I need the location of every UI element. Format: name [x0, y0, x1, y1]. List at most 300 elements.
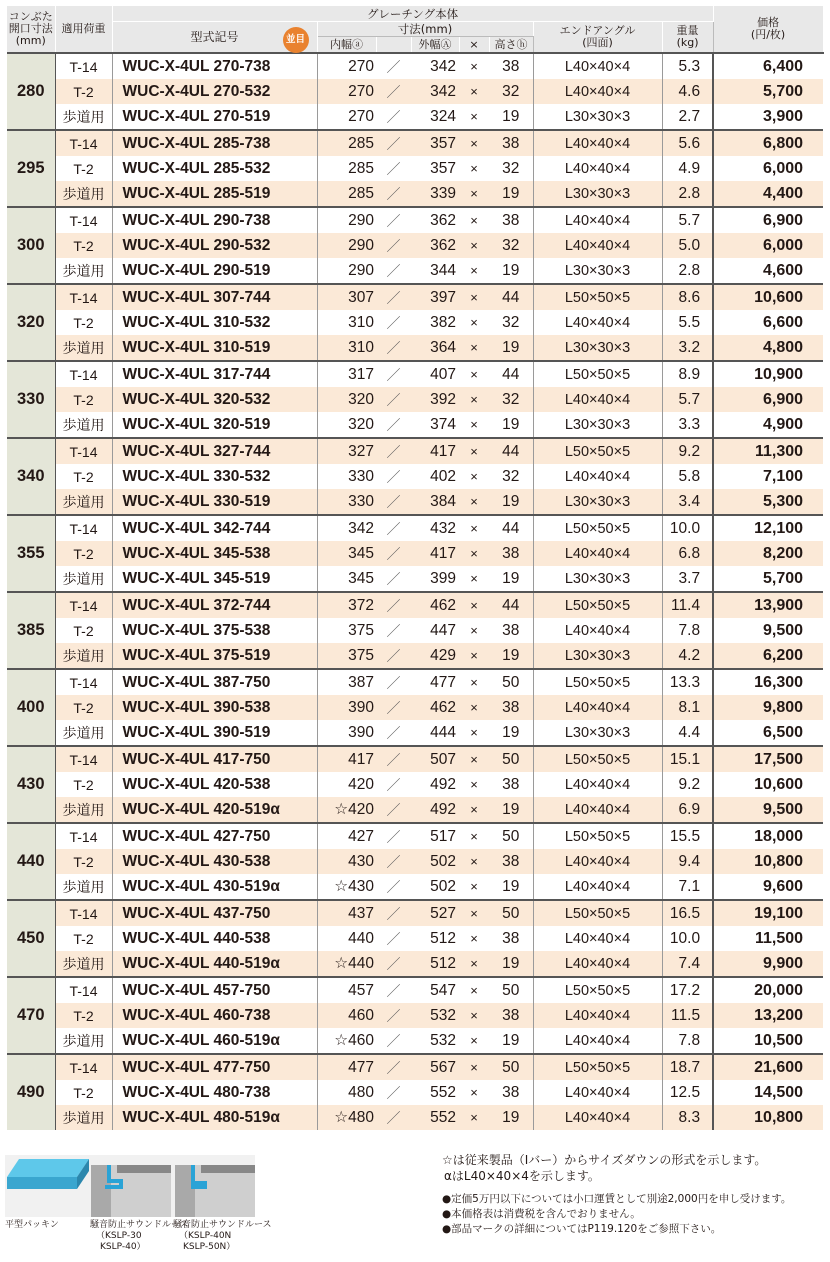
price-cell: 18,000	[713, 823, 823, 849]
separator-cell: ／	[376, 489, 411, 515]
model-cell: WUC-X-4UL 307-744	[112, 284, 317, 310]
separator-cell: ／	[376, 746, 411, 772]
outer-width-cell: 357	[411, 130, 459, 156]
height-cell: 38	[489, 130, 533, 156]
outer-width-cell: 502	[411, 849, 459, 874]
price-cell: 20,000	[713, 977, 823, 1003]
model-cell: WUC-X-4UL 285-532	[112, 156, 317, 181]
separator-cell: ／	[376, 977, 411, 1003]
load-cell: T-2	[55, 695, 112, 720]
height-cell: 19	[489, 1028, 533, 1054]
table-row	[7, 541, 823, 566]
product-images-panel	[5, 1155, 255, 1217]
packing-illustrations	[5, 1155, 255, 1217]
load-cell: T-14	[55, 746, 112, 772]
weight-cell: 5.7	[662, 387, 713, 412]
times-cell: ×	[459, 335, 489, 361]
end-angle-cell: L30×30×3	[533, 720, 662, 746]
outer-width-cell: 417	[411, 438, 459, 464]
size-header-line3: (mm)	[15, 34, 46, 47]
end-angle-cell: L40×40×4	[533, 130, 662, 156]
outer-width-cell: 552	[430, 1083, 456, 1101]
end-angle-cell: L40×40×4	[533, 207, 662, 233]
price-column-header	[713, 6, 823, 54]
weight-cell: 6.9	[662, 797, 713, 823]
separator-cell: ／	[376, 541, 411, 566]
table-row	[7, 669, 823, 695]
load-cell: T-14	[55, 515, 112, 541]
load-cell: 歩道用	[55, 335, 112, 361]
model-cell: WUC-X-4UL 290-532	[112, 233, 317, 258]
table-row	[7, 926, 823, 951]
sound-loose-kslp-30-40-image	[91, 1165, 171, 1217]
flat-packing-image	[7, 1159, 89, 1189]
load-cell: T-2	[55, 541, 112, 566]
table-row	[7, 720, 823, 746]
end-angle-cell: L40×40×4	[533, 464, 662, 489]
height-cell: 32	[489, 310, 533, 335]
weight-cell: 4.9	[662, 156, 713, 181]
grating-price-table	[7, 5, 824, 1130]
weight-cell: 2.7	[662, 104, 713, 130]
height-cell: 32	[489, 156, 533, 181]
weight-cell: 9.4	[662, 849, 713, 874]
price-cell: 4,600	[763, 261, 804, 279]
end-angle-cell: L50×50×5	[533, 1054, 662, 1080]
opening-size-cell: 450	[7, 900, 55, 977]
outer-width-cell: 374	[430, 415, 456, 433]
end-angle-header-line2: (四面)	[582, 36, 613, 49]
times-cell: ×	[459, 53, 489, 79]
outer-width-cell: 362	[411, 233, 459, 258]
outer-width-cell: 512	[411, 951, 459, 977]
end-angle-cell: L50×50×5	[533, 284, 662, 310]
separator-cell: ／	[376, 797, 411, 823]
outer-width-cell: 364	[411, 335, 459, 361]
weight-cell: 5.0	[662, 233, 713, 258]
load-cell: 歩道用	[55, 797, 112, 823]
price-cell: 5,300	[713, 489, 823, 515]
end-angle-cell: L50×50×5	[533, 361, 662, 387]
price-cell: 17,500	[713, 746, 823, 772]
model-cell: WUC-X-4UL 270-532	[112, 79, 317, 104]
load-cell: T-14	[55, 284, 112, 310]
weight-cell: 7.1	[662, 874, 713, 900]
times-cell: ×	[459, 592, 489, 618]
inner-width-cell: ☆440	[317, 951, 376, 977]
outer-width-cell: 447	[430, 621, 456, 639]
weight-cell: 5.8	[662, 464, 713, 489]
separator-header	[376, 37, 411, 54]
model-cell: WUC-X-4UL 477-750	[112, 1054, 317, 1080]
sound-loose-2-title: 騒音防止サウンドルース	[173, 1220, 272, 1230]
separator-cell: ／	[376, 207, 411, 233]
table-row	[7, 1028, 823, 1054]
model-cell: WUC-X-4UL 375-538	[112, 618, 317, 643]
model-cell: WUC-X-4UL 427-750	[112, 823, 317, 849]
price-cell: 6,000	[763, 159, 804, 177]
outer-width-cell: 507	[411, 746, 459, 772]
weight-cell: 5.3	[662, 53, 713, 79]
inner-width-cell: 345	[317, 541, 376, 566]
sound-loose-2-model-a: （KSLP-40N	[179, 1231, 232, 1241]
table-row	[7, 1105, 823, 1130]
model-cell: WUC-X-4UL 440-538	[112, 926, 317, 951]
outer-width-cell: 462	[411, 592, 459, 618]
outer-width-cell: 477	[411, 669, 459, 695]
model-cell: WUC-X-4UL 290-519	[112, 258, 317, 284]
end-angle-cell: L30×30×3	[533, 566, 662, 592]
separator-cell: ／	[386, 930, 401, 947]
opening-size-cell: 490	[7, 1054, 55, 1130]
inner-width-cell: 460	[317, 1003, 376, 1028]
outer-width-cell: 384	[411, 489, 459, 515]
table-row	[7, 181, 823, 207]
height-cell: 32	[489, 464, 533, 489]
times-header: ×	[459, 37, 489, 54]
inner-width-cell: 480	[348, 1083, 374, 1101]
price-cell: 10,600	[754, 775, 804, 793]
price-cell: 9,900	[713, 951, 823, 977]
weight-header-line1: 重量	[676, 24, 699, 37]
height-cell: 19	[489, 720, 533, 746]
height-cell: 50	[489, 823, 533, 849]
price-cell: 10,800	[713, 1105, 823, 1130]
model-cell: WUC-X-4UL 270-519	[112, 104, 317, 130]
height-cell: 38	[489, 926, 533, 951]
weight-cell: 7.8	[662, 618, 713, 643]
times-cell: ×	[470, 777, 478, 792]
price-cell: 14,500	[754, 1083, 804, 1101]
load-cell: T-14	[55, 130, 112, 156]
times-cell: ×	[459, 207, 489, 233]
times-cell: ×	[459, 1003, 489, 1028]
times-cell: ×	[459, 695, 489, 720]
outer-width-cell: 362	[411, 207, 459, 233]
price-cell: 10,500	[754, 1031, 804, 1049]
end-angle-cell: L40×40×4	[533, 1028, 662, 1054]
separator-cell: ／	[376, 695, 411, 720]
weight-column-header	[662, 22, 713, 54]
times-cell: ×	[470, 315, 478, 330]
load-cell: T-14	[55, 207, 112, 233]
model-cell: WUC-X-4UL 387-750	[112, 669, 317, 695]
table-row	[7, 361, 823, 387]
outer-width-cell: 429	[411, 643, 459, 669]
height-cell: 32	[489, 79, 533, 104]
weight-cell: 11.5	[662, 1003, 713, 1028]
weight-cell: 3.3	[662, 412, 713, 438]
table-row	[7, 258, 823, 284]
separator-cell: ／	[376, 1105, 411, 1130]
weight-cell: 10.0	[662, 926, 713, 951]
price-cell: 6,900	[713, 387, 823, 412]
times-cell: ×	[459, 541, 489, 566]
end-angle-cell: L30×30×3	[533, 181, 662, 207]
opening-size-cell: 295	[7, 130, 55, 207]
times-cell: ×	[459, 900, 489, 926]
price-cell: 6,600	[763, 313, 804, 331]
height-cell: 44	[489, 361, 533, 387]
times-cell: ×	[470, 469, 478, 484]
model-cell: WUC-X-4UL 327-744	[112, 438, 317, 464]
model-cell: WUC-X-4UL 375-519	[112, 643, 317, 669]
times-cell: ×	[470, 109, 478, 124]
times-cell: ×	[459, 361, 489, 387]
inner-width-cell: 390	[348, 723, 374, 741]
table-row	[7, 874, 823, 900]
height-cell: 38	[489, 53, 533, 79]
weight-cell: 8.3	[662, 1105, 713, 1130]
inner-width-cell: ☆480	[317, 1105, 376, 1130]
load-cell: T-2	[55, 233, 112, 258]
outer-width-header: 外幅Ⓐ	[411, 37, 459, 54]
table-row	[7, 489, 823, 515]
outer-width-cell: 547	[411, 977, 459, 1003]
height-cell: 44	[489, 515, 533, 541]
model-column-header	[112, 22, 317, 54]
table-row	[7, 797, 823, 823]
inner-width-cell: ☆460	[334, 1032, 374, 1049]
note-parts-reference: ●部品マークの詳細についてはP119.120をご参照下さい。	[442, 1223, 722, 1235]
price-cell: 16,300	[713, 669, 823, 695]
opening-size-cell: 330	[7, 361, 55, 438]
table-row	[7, 1080, 823, 1105]
separator-cell: ／	[386, 108, 401, 125]
end-angle-cell: L40×40×4	[533, 53, 662, 79]
end-angle-cell: L40×40×4	[533, 310, 662, 335]
end-angle-cell: L50×50×5	[533, 592, 662, 618]
weight-cell: 8.9	[662, 361, 713, 387]
times-cell: ×	[470, 571, 478, 586]
price-cell: 13,900	[713, 592, 823, 618]
footer-area	[0, 1152, 830, 1262]
model-header-label: 型式記号	[190, 30, 239, 44]
end-angle-cell: L40×40×4	[533, 79, 662, 104]
price-cell: 19,100	[713, 900, 823, 926]
weight-cell: 12.5	[662, 1080, 713, 1105]
inner-width-cell: 345	[348, 569, 374, 587]
inner-width-cell: 285	[317, 130, 376, 156]
outer-width-cell: 502	[430, 877, 456, 895]
times-cell: ×	[470, 1085, 478, 1100]
table-row	[7, 79, 823, 104]
inner-width-cell: 430	[317, 849, 376, 874]
times-cell: ×	[459, 1105, 489, 1130]
separator-cell: ／	[386, 262, 401, 279]
load-cell: T-2	[55, 156, 112, 181]
weight-cell: 3.7	[662, 566, 713, 592]
inner-width-header: 内幅ⓐ	[317, 37, 376, 54]
outer-width-cell: 342	[411, 79, 459, 104]
separator-cell: ／	[386, 1084, 401, 1101]
inner-width-cell: 387	[317, 669, 376, 695]
separator-cell: ／	[376, 130, 411, 156]
model-cell: WUC-X-4UL 285-738	[112, 130, 317, 156]
end-angle-cell: L40×40×4	[533, 772, 662, 797]
height-cell: 38	[489, 1003, 533, 1028]
price-cell: 8,200	[713, 541, 823, 566]
weight-cell: 3.4	[662, 489, 713, 515]
grating-body-header: グレーチング本体	[112, 6, 713, 22]
separator-cell: ／	[386, 416, 401, 433]
times-cell: ×	[459, 643, 489, 669]
table-row	[7, 951, 823, 977]
end-angle-cell: L40×40×4	[533, 1003, 662, 1028]
price-cell: 4,800	[713, 335, 823, 361]
model-cell: WUC-X-4UL 420-519α	[112, 797, 317, 823]
model-cell: WUC-X-4UL 457-750	[112, 977, 317, 1003]
model-cell: WUC-X-4UL 460-519α	[112, 1028, 317, 1054]
end-angle-cell: L40×40×4	[533, 797, 662, 823]
opening-size-cell: 320	[7, 284, 55, 361]
end-angle-cell: L40×40×4	[533, 849, 662, 874]
height-cell: 19	[489, 181, 533, 207]
inner-width-cell: 457	[317, 977, 376, 1003]
inner-width-cell: ☆430	[334, 878, 374, 895]
outer-width-cell: 552	[411, 1105, 459, 1130]
model-cell: WUC-X-4UL 310-532	[112, 310, 317, 335]
inner-width-cell: 427	[317, 823, 376, 849]
separator-cell: ／	[386, 776, 401, 793]
sound-loose-1-title: 騒音防止サウンドルース	[90, 1220, 189, 1230]
price-header-line1: 価格	[757, 16, 780, 29]
model-cell: WUC-X-4UL 317-744	[112, 361, 317, 387]
height-cell: 19	[489, 335, 533, 361]
outer-width-cell: 444	[430, 723, 456, 741]
table-row	[7, 592, 823, 618]
height-cell: 38	[489, 618, 533, 643]
price-cell: 6,900	[713, 207, 823, 233]
weight-cell: 6.8	[662, 541, 713, 566]
load-cell: 歩道用	[55, 1028, 112, 1054]
times-cell: ×	[459, 489, 489, 515]
times-cell: ×	[459, 977, 489, 1003]
model-cell: WUC-X-4UL 270-738	[112, 53, 317, 79]
weight-cell: 5.6	[662, 130, 713, 156]
inner-width-cell: 290	[317, 207, 376, 233]
separator-cell: ／	[376, 643, 411, 669]
size-header-line1: コンぶた	[8, 10, 53, 23]
load-cell: T-2	[55, 1080, 112, 1105]
outer-width-cell: 339	[411, 181, 459, 207]
separator-cell: ／	[376, 592, 411, 618]
weight-cell: 5.7	[662, 207, 713, 233]
sound-loose-caption-2	[173, 1220, 272, 1253]
end-angle-cell: L30×30×3	[533, 104, 662, 130]
times-cell: ×	[459, 438, 489, 464]
height-cell: 44	[489, 284, 533, 310]
times-cell: ×	[459, 515, 489, 541]
times-cell: ×	[459, 849, 489, 874]
price-cell: 4,900	[763, 415, 804, 433]
times-cell: ×	[459, 669, 489, 695]
times-cell: ×	[459, 823, 489, 849]
model-cell: WUC-X-4UL 310-519	[112, 335, 317, 361]
separator-cell: ／	[376, 387, 411, 412]
times-cell: ×	[470, 879, 478, 894]
load-cell: 歩道用	[55, 489, 112, 515]
times-cell: ×	[459, 746, 489, 772]
table-row	[7, 207, 823, 233]
outer-width-cell: 527	[411, 900, 459, 926]
height-cell: 19	[489, 258, 533, 284]
opening-size-cell: 440	[7, 823, 55, 900]
table-row	[7, 130, 823, 156]
inner-width-cell: 310	[317, 335, 376, 361]
price-cell: 21,600	[713, 1054, 823, 1080]
weight-cell: 4.2	[662, 643, 713, 669]
end-angle-cell: L30×30×3	[533, 335, 662, 361]
sound-loose-1-model-a: （KSLP-30	[96, 1231, 142, 1241]
load-cell: 歩道用	[55, 1105, 112, 1130]
inner-width-cell: 310	[348, 313, 374, 331]
times-cell: ×	[459, 387, 489, 412]
model-cell: WUC-X-4UL 342-744	[112, 515, 317, 541]
inner-width-cell: 375	[317, 643, 376, 669]
weight-cell: 4.4	[662, 720, 713, 746]
price-cell: 6,000	[713, 233, 823, 258]
opening-size-cell: 430	[7, 746, 55, 823]
load-cell: T-2	[55, 849, 112, 874]
load-cell: T-2	[55, 387, 112, 412]
height-cell: 32	[489, 387, 533, 412]
times-cell: ×	[459, 181, 489, 207]
price-cell: 10,900	[713, 361, 823, 387]
weight-cell: 7.4	[662, 951, 713, 977]
size-header-line2: 開口寸法	[8, 22, 53, 35]
end-angle-cell: L50×50×5	[533, 669, 662, 695]
price-cell: 11,300	[713, 438, 823, 464]
height-cell: 19	[489, 566, 533, 592]
price-cell: 6,500	[763, 723, 804, 741]
end-angle-cell: L40×40×4	[533, 951, 662, 977]
weight-cell: 17.2	[662, 977, 713, 1003]
model-cell: WUC-X-4UL 290-738	[112, 207, 317, 233]
end-angle-cell: L50×50×5	[533, 438, 662, 464]
outer-width-cell: 382	[430, 313, 456, 331]
opening-size-cell: 280	[7, 53, 55, 130]
separator-cell: ／	[386, 878, 401, 895]
table-row	[7, 515, 823, 541]
load-cell: T-2	[55, 772, 112, 797]
end-angle-cell: L40×40×4	[533, 387, 662, 412]
model-cell: WUC-X-4UL 345-519	[112, 566, 317, 592]
outer-width-cell: 342	[411, 53, 459, 79]
weight-cell: 8.6	[662, 284, 713, 310]
weight-cell: 18.7	[662, 1054, 713, 1080]
separator-cell: ／	[386, 724, 401, 741]
table-row	[7, 823, 823, 849]
times-cell: ×	[459, 797, 489, 823]
height-cell: 38	[489, 849, 533, 874]
height-cell: 19	[489, 643, 533, 669]
model-cell: WUC-X-4UL 437-750	[112, 900, 317, 926]
sound-loose-kslp-40n-50n-image	[175, 1165, 255, 1217]
model-cell: WUC-X-4UL 285-519	[112, 181, 317, 207]
price-cell: 3,900	[763, 107, 804, 125]
end-angle-cell: L50×50×5	[533, 823, 662, 849]
separator-cell: ／	[376, 669, 411, 695]
outer-width-cell: 512	[430, 929, 456, 947]
weight-cell: 2.8	[662, 181, 713, 207]
end-angle-cell: L50×50×5	[533, 515, 662, 541]
load-cell: 歩道用	[55, 566, 112, 592]
height-header: 高さⓗ	[489, 37, 533, 54]
star-note: ☆は従来製品（Iバー）からサイズダウンの形式を示します。	[442, 1153, 767, 1167]
opening-size-cell: 355	[7, 515, 55, 592]
separator-cell: ／	[376, 181, 411, 207]
